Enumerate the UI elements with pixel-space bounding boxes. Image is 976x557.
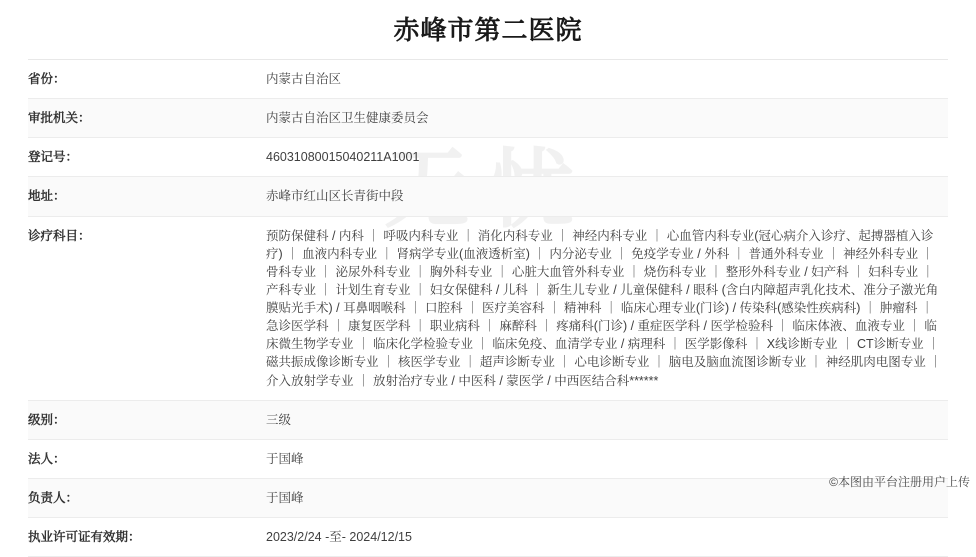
table-row (28, 99, 948, 138)
row-value: 于国峰 (266, 451, 304, 466)
row-label: 诊疗科目： (28, 228, 91, 243)
row-value-departments: 预防保健科 / 内科 ｜ 呼吸内科专业 ｜ 消化内科专业 ｜ 神经内科专业 ｜ 心血管内科专业(冠心病介入诊疗、起搏器植入诊疗) ｜ 血液内科专业 ｜ 肾病学专业(血液透析室) ｜ 内分泌专业 ｜ 免疫学专业 / 外科 ｜ 普通外科专业 ｜ 神经外科专业 ｜ 骨科专业 ｜ 泌尿外科专业 ｜ 胸外科专业 ｜ 心脏大血管外科专业 ｜ 烧伤科专业 ｜ 整形外科专业 / 妇产科 ｜ 妇科专业 ｜ 产科专业 ｜ 计划生育专业 ｜ 妇女保健科 / 儿科 ｜ 新生儿专业 / 儿童保健科 / 眼科 (含白内障超声乳化技术、准分子激光角膜贴光手术) / 耳鼻咽喉科 ｜ 口腔科 ｜ 医疗美容科 ｜ 精神科 ｜ 临床心理专业(门诊) / 传染科(感染性疾病科) ｜ 肿瘤科 ｜ 急诊医学科 ｜ 康复医学科 ｜ 职业病科 ｜ 麻醉科 ｜ 疼痛科(门诊) / 重症医学科 / 医学检验科 ｜ 临床体液、血液专业 ｜ 临床微生物学专业 ｜ 临床化学检验专业 ｜ 临床免疫、血清学专业 / 病理科 ｜ 医学影像科 ｜ X线诊断专业 ｜ CT诊断专业 ｜ 磁共振成像诊断专业 ｜ 核医学专业 ｜ 超声诊断专业 ｜ 心电诊断专业 ｜ 脑电及脑血流图诊断专业 ｜ 神经肌肉电图专业 ｜ 介入放射学专业 ｜ 放射治疗专业 / 中医科 / 蒙医学 / 中西医结合科****** (266, 228, 942, 388)
row-label: 负责人： (28, 490, 79, 505)
info-table (28, 60, 948, 557)
row-label: 省份： (28, 72, 66, 86)
row-value: 2023/2/24 -至- 2024/12/15 (266, 530, 412, 544)
row-label: 级别： (28, 412, 66, 427)
table-row (28, 400, 948, 439)
row-label: 登记号： (28, 150, 79, 165)
row-value: 内蒙古自治区 (266, 72, 342, 86)
copyright-note: ©本图由平台注册用户上传 (829, 475, 970, 489)
table-row-departments (28, 216, 948, 400)
row-value: 三级 (266, 412, 292, 427)
row-value: 内蒙古自治区卫生健康委员会 (266, 111, 429, 126)
row-label: 审批机关： (28, 111, 91, 126)
table-row (28, 138, 948, 177)
row-label: 地址： (28, 189, 66, 204)
page-title: 赤峰市第二医院 (393, 16, 583, 45)
row-value: 赤峰市红山区长青街中段 (266, 189, 404, 204)
row-label: 执业许可证有效期： (28, 530, 141, 544)
row-label: 法人： (28, 451, 66, 466)
table-row (28, 478, 948, 517)
table-row (28, 60, 948, 99)
table-row (28, 518, 948, 557)
table-row (28, 439, 948, 478)
watermark-text: 无忧 (384, 142, 592, 238)
row-value: 于国峰 (266, 490, 304, 505)
row-value: 46031080015040211A1001 (266, 150, 420, 165)
info-table-wrapper (28, 59, 948, 557)
table-row (28, 177, 948, 216)
